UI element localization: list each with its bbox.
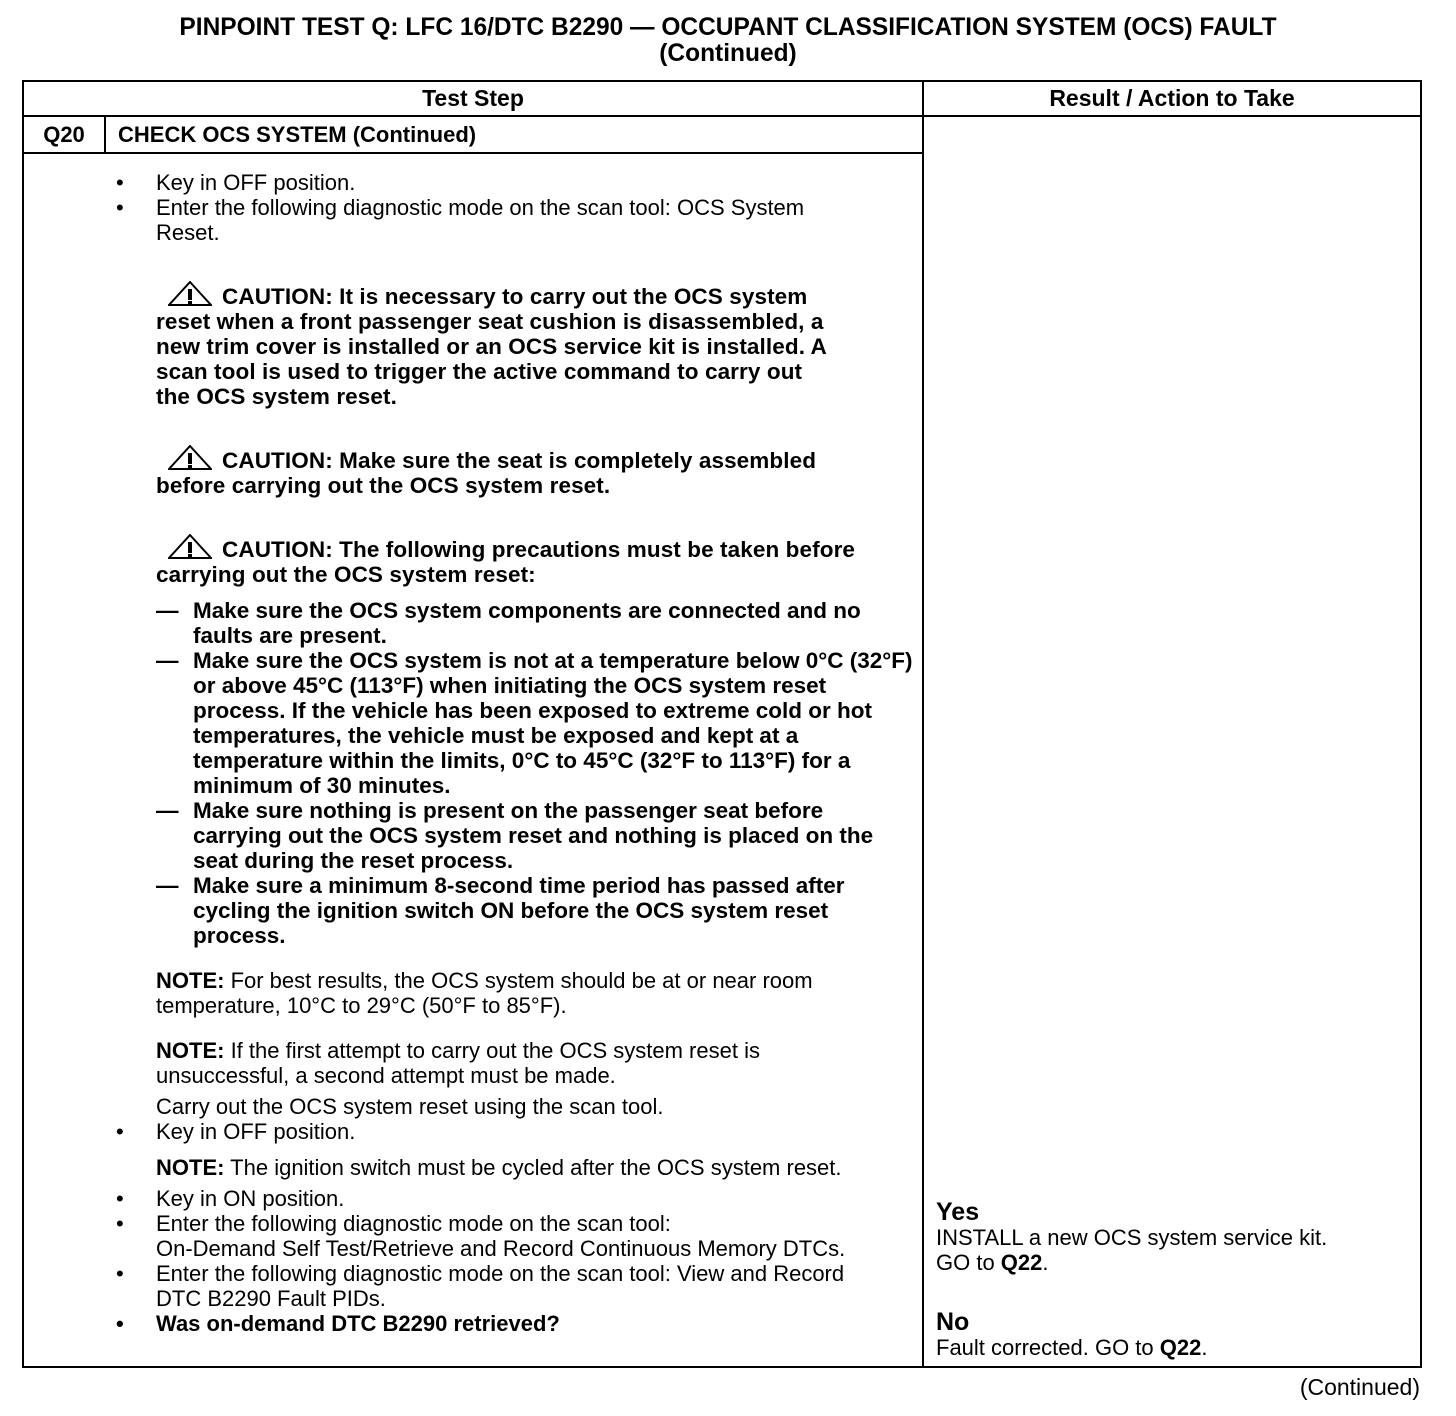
- precaution-item: [24, 598, 922, 648]
- result-no-action: Fault corrected. GO to Q22.: [936, 1335, 1208, 1360]
- warning-triangle-icon: [168, 445, 212, 471]
- pinpoint-test-table: [22, 80, 1422, 1368]
- bullet-icon: •: [116, 1186, 124, 1211]
- title-line-1: PINPOINT TEST Q: LFC 16/DTC B2290 — OCCUPANT CLASSIFICATION SYSTEM (OCS) FAULT: [179, 13, 1277, 41]
- bullet-icon: •: [116, 1119, 124, 1144]
- note-label: NOTE:: [156, 968, 225, 993]
- goto-link-q22[interactable]: Q22: [1159, 1335, 1202, 1360]
- list-item: [24, 1186, 922, 1211]
- bullet-icon: •: [116, 1311, 124, 1336]
- list-item: [24, 1119, 922, 1144]
- goto-link-q22[interactable]: Q22: [1000, 1250, 1043, 1275]
- step-text: Key in OFF position.: [156, 170, 356, 195]
- precaution-item: [24, 873, 922, 948]
- precaution-text: Make sure nothing is present on the passenger seat before carrying out the OCS system reset and nothing is placed on the seat during the reset process.: [193, 798, 874, 873]
- header-test-step: Test Step: [422, 85, 524, 111]
- result-yes-label: Yes: [936, 1198, 980, 1226]
- caution-block: [24, 534, 922, 587]
- precaution-text: Make sure the OCS system components are connected and no faults are present.: [193, 598, 861, 648]
- note-text: The ignition switch must be cycled after the OCS system reset.: [224, 1155, 842, 1180]
- note-block: [24, 1155, 922, 1180]
- note-text: If the first attempt to carry out the OCS system reset is unsuccessful, a second attempt must be made.: [156, 1038, 760, 1088]
- result-yes-action: INSTALL a new OCS system service kit.: [936, 1225, 1328, 1250]
- precaution-text: Make sure a minimum 8-second time period has passed after cycling the ignition switch ON before the OCS system reset process.: [193, 873, 845, 948]
- instruction-text: Carry out the OCS system reset using the scan tool.: [156, 1094, 664, 1119]
- bullet-icon: •: [116, 1261, 124, 1286]
- step-text: Key in OFF position.: [156, 1119, 356, 1144]
- note-block: [24, 1038, 922, 1088]
- title-line-2: (Continued): [659, 39, 797, 67]
- note-text: For best results, the OCS system should be at or near room temperature, 10°C to 29°C (50°F to 85°F).: [156, 968, 813, 1018]
- result-no-label: No: [936, 1308, 970, 1336]
- note-block: [24, 968, 922, 1018]
- table-header-row: [24, 82, 1420, 117]
- question-text: Was on-demand DTC B2290 retrieved?: [156, 1311, 560, 1336]
- caution-block: [24, 445, 922, 498]
- caution-text: CAUTION: The following precautions must be taken before carrying out the OCS system reset:: [156, 537, 856, 587]
- test-step-content: [24, 170, 922, 1336]
- step-text-continued: On-Demand Self Test/Retrieve and Record Continuous Memory DTCs.: [156, 1236, 846, 1261]
- dash-icon: —: [156, 598, 179, 623]
- bullet-icon: •: [116, 1211, 124, 1236]
- dash-icon: —: [156, 648, 179, 673]
- column-divider: [922, 82, 924, 1366]
- list-item: [24, 170, 922, 195]
- precaution-item: [24, 648, 922, 798]
- warning-triangle-icon: [168, 281, 212, 307]
- step-title-row: [24, 117, 922, 154]
- result-action-cell: [936, 1199, 1416, 1360]
- warning-triangle-icon: [168, 534, 212, 560]
- precaution-item: [24, 798, 922, 873]
- dash-icon: —: [156, 873, 179, 898]
- precaution-text: Make sure the OCS system is not at a temperature below 0°C (32°F) or above 45°C (113°F) when initiating the OCS system reset process. If the vehicle has been exposed to extreme cold or hot temperatures, the vehicle must be exposed and kept at a temperature within the limits, 0°C to 45°C (32°F to 113°F) for a minimum of 30 minutes.: [193, 648, 913, 798]
- dash-icon: —: [156, 798, 179, 823]
- note-label: NOTE:: [156, 1038, 225, 1063]
- step-title: CHECK OCS SYSTEM (Continued): [118, 122, 477, 147]
- list-item: [24, 1211, 922, 1261]
- bullet-icon: •: [116, 195, 124, 220]
- step-id: Q20: [24, 117, 106, 152]
- step-text: Key in ON position.: [156, 1186, 345, 1211]
- result-yes-goto: GO to Q22.: [936, 1250, 1049, 1275]
- caution-text: CAUTION: Make sure the seat is completely assembled before carrying out the OCS system reset.: [156, 448, 817, 498]
- document-title: [15, 14, 1442, 66]
- caution-block: [24, 281, 922, 409]
- list-item-question: [24, 1311, 922, 1336]
- list-item: [24, 195, 922, 245]
- note-label: NOTE:: [156, 1155, 225, 1180]
- list-item: [24, 1261, 922, 1311]
- step-text: Enter the following diagnostic mode on the scan tool: View and Record DTC B2290 Fault PIDs.: [156, 1261, 845, 1311]
- header-result-action: Result / Action to Take: [1049, 85, 1295, 111]
- caution-text: CAUTION: It is necessary to carry out the OCS system reset when a front passenger seat cushion is disassembled, a new trim cover is installed or an OCS service kit is installed. A scan tool is used to trigger the active command to carry out the OCS system reset.: [156, 284, 827, 409]
- step-text: Enter the following diagnostic mode on the scan tool: OCS System Reset.: [156, 195, 805, 245]
- step-text: Enter the following diagnostic mode on the scan tool:: [156, 1211, 671, 1236]
- continued-footer: (Continued): [1299, 1374, 1420, 1400]
- bullet-icon: •: [116, 170, 124, 195]
